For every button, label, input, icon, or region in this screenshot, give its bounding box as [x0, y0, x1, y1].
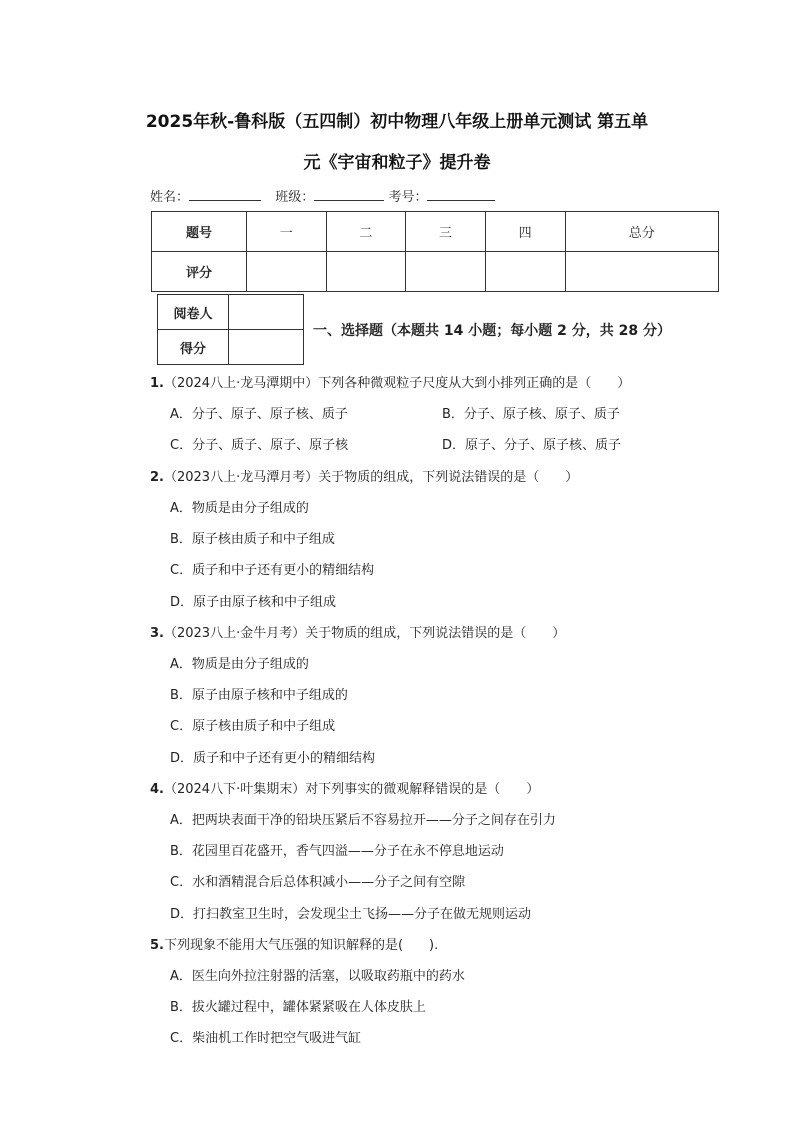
score-cell[interactable]	[485, 252, 565, 292]
question-5-stem	[150, 934, 438, 953]
question-1-option-a[interactable]: A．分子、原子、原子核、质子	[170, 407, 348, 422]
question-3-option-a[interactable]: A．物质是由分子组成的	[170, 657, 309, 672]
question-5-option-c[interactable]: C．柴油机工作时把空气吸进气缸	[170, 1031, 362, 1046]
score-row-label: 评分	[152, 252, 247, 292]
score-header-cell: 题号	[152, 212, 247, 252]
grader-cell[interactable]	[229, 295, 304, 330]
question-2-option-a[interactable]: A．物质是由分子组成的	[170, 501, 309, 516]
question-1-stem	[150, 372, 630, 391]
question-2-option-c[interactable]: C．质子和中子还有更小的精细结构	[170, 563, 375, 578]
question-1-option-b[interactable]: B．分子、原子核、原子、质子	[442, 407, 620, 422]
question-number: 2.	[150, 470, 164, 485]
question-3-option-c[interactable]: C．原子核由质子和中子组成	[170, 719, 336, 734]
document-title-line2: 元《宇宙和粒子》提升卷	[303, 153, 491, 173]
score-table-header-row	[152, 212, 719, 252]
score-cell[interactable]	[247, 252, 327, 292]
section-title: 一、选择题（本题共 14 小题；每小题 2 分，共 28 分）	[313, 323, 671, 339]
name-label: 姓名：	[150, 190, 190, 205]
question-3-stem	[150, 622, 565, 641]
class-blank[interactable]	[314, 188, 384, 201]
score-header-cell: 二	[326, 212, 406, 252]
question-text: 关于物质的组成，下列说法错误的是（ ）	[305, 626, 566, 641]
score-header-cell: 三	[406, 212, 486, 252]
question-2-option-b[interactable]: B．原子核由质子和中子组成	[170, 532, 335, 547]
grader-score-label: 得分	[158, 330, 229, 365]
score-cell[interactable]	[565, 252, 719, 292]
grader-label: 阅卷人	[158, 295, 229, 330]
question-3-option-d[interactable]: D．质子和中子还有更小的精细结构	[170, 751, 376, 766]
student-info-line	[150, 186, 495, 205]
question-5-option-b[interactable]: B．拔火罐过程中，罐体紧紧吸在人体皮肤上	[170, 1000, 426, 1015]
question-4-option-d[interactable]: D．打扫教室卫生时，会发现尘土飞扬——分子在做无规则运动	[170, 907, 532, 922]
question-source: （2024八下·叶集期末）	[163, 782, 306, 797]
question-text: 下列现象不能用大气压强的知识解释的是( ).	[163, 938, 439, 953]
name-blank[interactable]	[189, 188, 261, 201]
question-3-option-b[interactable]: B．原子由原子核和中子组成的	[170, 688, 348, 703]
question-source: （2023八上·金牛月考）	[163, 626, 306, 641]
exam-number-blank[interactable]	[427, 188, 495, 201]
question-1-option-c[interactable]: C．分子、质子、原子、原子核	[170, 438, 349, 453]
question-number: 3.	[150, 626, 164, 641]
score-header-cell: 四	[485, 212, 565, 252]
question-source: （2024八上·龙马潭期中）	[163, 376, 319, 391]
question-2-option-d[interactable]: D．原子由原子核和中子组成	[170, 595, 337, 610]
score-cell[interactable]	[326, 252, 406, 292]
score-header-cell: 一	[247, 212, 327, 252]
question-text: 对下列事实的微观解释错误的是（ ）	[305, 782, 540, 797]
question-5-option-a[interactable]: A．医生向外拉注射器的活塞，以吸取药瓶中的药水	[170, 969, 465, 984]
question-4-option-c[interactable]: C．水和酒精混合后总体积减小——分子之间有空隙	[170, 875, 466, 890]
question-text: 关于物质的组成，下列说法错误的是（ ）	[318, 470, 579, 485]
question-source: （2023八上·龙马潭月考）	[163, 470, 319, 485]
question-4-stem	[150, 778, 539, 797]
question-number: 4.	[150, 782, 164, 797]
question-number: 1.	[150, 376, 164, 391]
question-1-option-d[interactable]: D．原子、分子、原子核、质子	[442, 438, 622, 453]
grader-score-row	[158, 330, 304, 365]
score-header-cell: 总分	[565, 212, 719, 252]
grader-row	[158, 295, 304, 330]
score-table	[151, 211, 719, 292]
question-4-option-b[interactable]: B．花园里百花盛开，香气四溢——分子在永不停息地运动	[170, 844, 504, 859]
score-cell[interactable]	[406, 252, 486, 292]
grader-table	[157, 294, 304, 365]
question-number: 5.	[150, 938, 164, 953]
exam-number-label: 考号：	[388, 190, 428, 205]
question-2-stem	[150, 466, 578, 485]
document-title-line1: 2025年秋-鲁科版（五四制）初中物理八年级上册单元测试 第五单	[145, 112, 649, 132]
grader-score-cell[interactable]	[229, 330, 304, 365]
question-text: 下列各种微观粒子尺度从大到小排列正确的是（ ）	[318, 376, 631, 391]
question-4-option-a[interactable]: A．把两块表面干净的铅块压紧后不容易拉开——分子之间存在引力	[170, 813, 556, 828]
score-table-score-row	[152, 252, 719, 292]
class-label: 班级：	[275, 190, 315, 205]
